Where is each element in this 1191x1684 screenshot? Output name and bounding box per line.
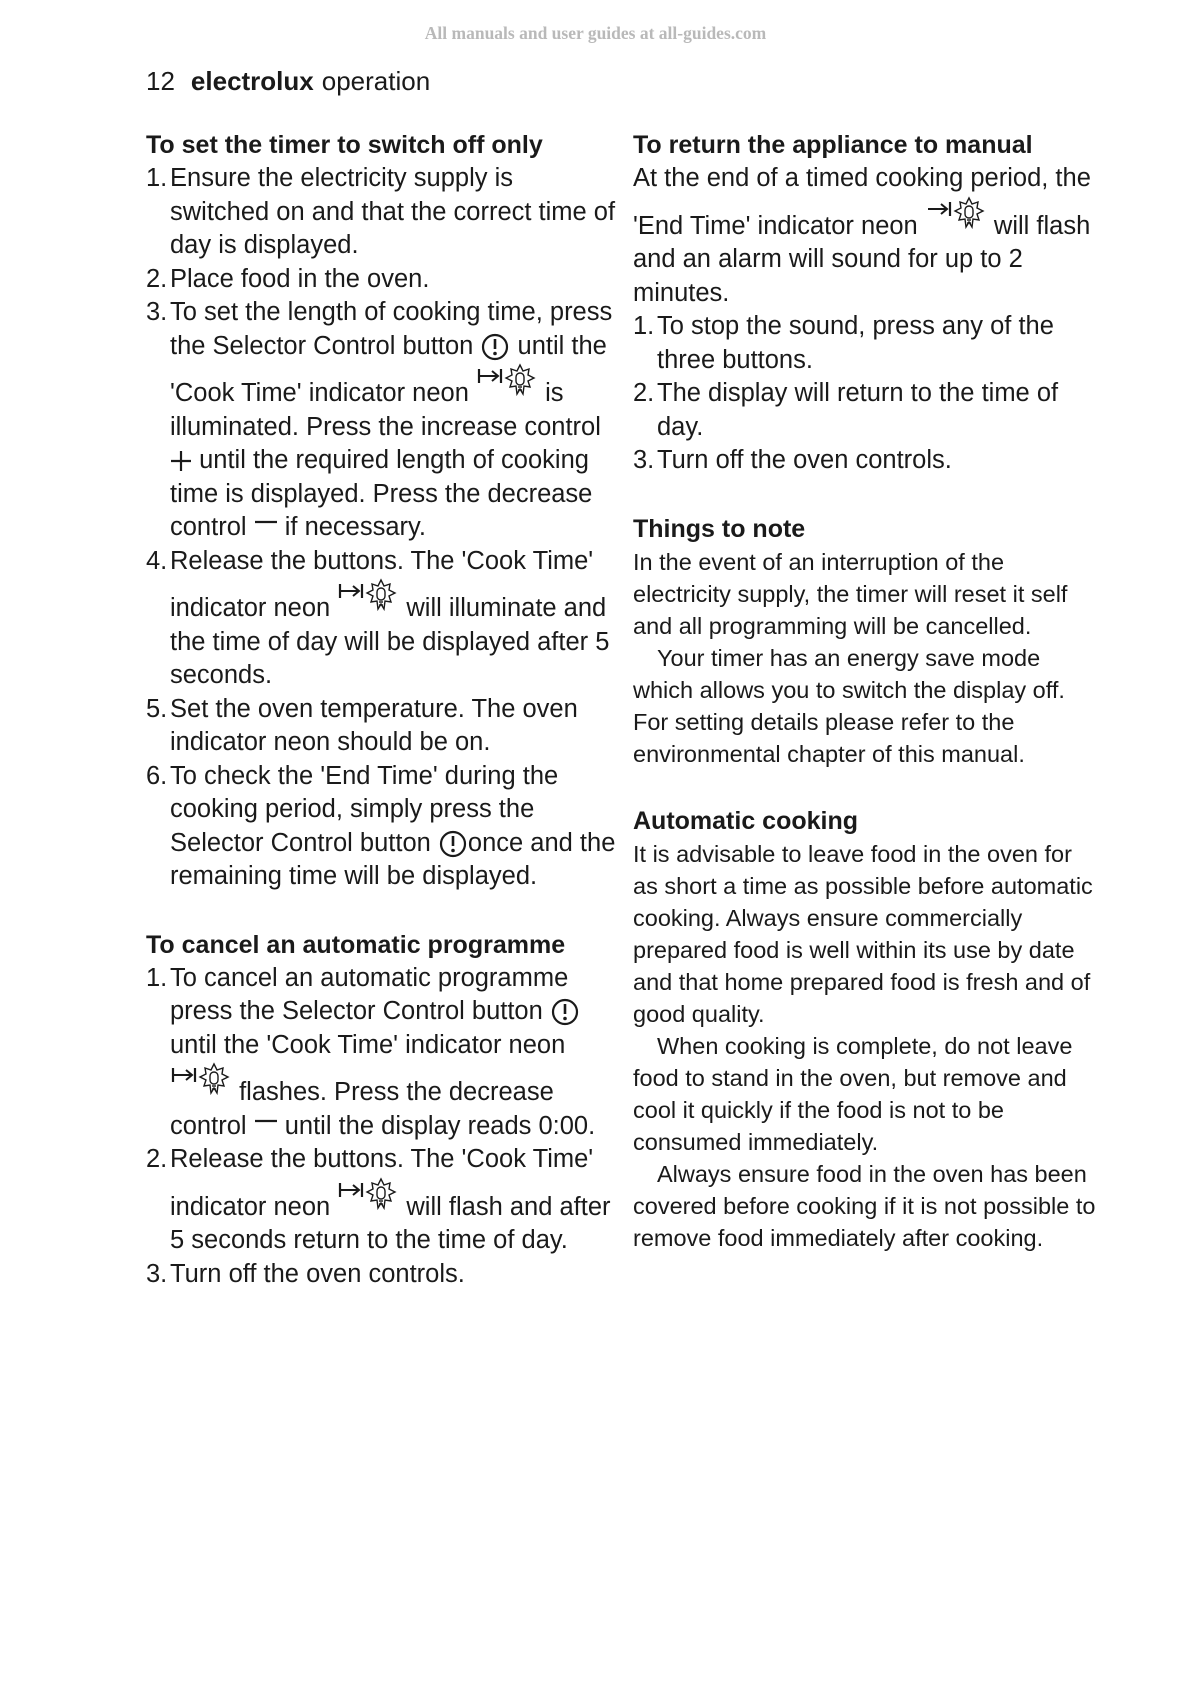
left-column [146,128,618,1291]
cancel-steps [146,962,618,1292]
heading-switch-off: To set the timer to switch off only [146,131,543,159]
heading-things-to-note: Things to note [633,514,806,543]
list-item: 4. Release the buttons. The 'Cook Time' indicator neon will illuminate and the time of day will be displayed after 5 seconds. [146,546,610,689]
cook-time-neon-icon [337,578,399,618]
cook-time-neon-icon [337,1177,399,1217]
list-item: 2. Place food in the oven. [146,264,430,293]
page-header [146,66,430,97]
manual-intro: At the end of a timed cooking period, the 'End Time' indicator neon will flash and an alarm will sound for up to 2 minutes. [633,164,1091,307]
cook-time-neon-icon [476,363,538,403]
notes-paragraph: In the event of an interruption of the electricity supply, the timer will reset it self and all programming will be cancelled. [633,548,1068,639]
list-item: 3. Turn off the oven controls. [146,1259,465,1288]
watermark: All manuals and user guides at all-guides.com [424,23,767,43]
auto-paragraph: Always ensure food in the oven has been covered before cooking if it is not possible to remove food immediately after cooking. [633,1160,1096,1251]
list-item: 1. To cancel an automatic programme press the Selector Control button until the 'Cook Time' indicator neon flashes. Press the decrease control until the display reads 0:00. [146,963,596,1140]
list-item: 2. The display will return to the time of day. [633,379,1059,441]
list-item: 2. Release the buttons. The 'Cook Time' indicator neon will flash and after 5 seconds return to the time of day. [146,1145,611,1254]
auto-paragraph: When cooking is complete, do not leave food to stand in the oven, but remove and cool it quickly if the food is not to be consumed immediately. [633,1032,1073,1155]
auto-paragraph: It is advisable to leave food in the oven for as short a time as possible before automatic cooking. Always ensure commercially prepared food is well within its use by date and that home prepared food is fresh and of good quality. [633,840,1093,1027]
page-number: 12 [146,66,175,96]
selector-control-icon [438,829,468,859]
brand-name: electrolux [190,66,314,96]
end-time-neon-icon [925,196,987,236]
selector-control-icon [550,997,580,1027]
list-item: 5. Set the oven temperature. The oven indicator neon should be on. [146,694,578,756]
list-item: 1. To stop the sound, press any of the three buttons. [633,312,1054,374]
manual-steps [633,310,1103,478]
list-item: 6. To check the 'End Time' during the cooking period, simply press the Selector Control button once and the remaining time will be displayed. [146,761,616,890]
decrease-control-icon [254,1117,278,1137]
notes-paragraph: Your timer has an energy save mode which allows you to switch the display off. For setting details please refer to the environmental chapter of this manual. [633,644,1065,767]
heading-return-manual: To return the appliance to manual [633,131,1033,159]
heading-cancel: To cancel an automatic programme [146,930,566,959]
cook-time-neon-icon [170,1062,232,1102]
list-item: 3. To set the length of cooking time, press the Selector Control button until the 'Cook Time' indicator neon is illuminated. Press the increase control until the required length of cooking time is displayed. Press the decrease control if necessary. [146,298,613,541]
list-item: 3. Turn off the oven controls. [633,446,952,474]
list-item: 1. Ensure the electricity supply is switched on and that the correct time of day is displayed. [146,164,616,259]
right-column [633,128,1103,1254]
selector-control-icon [480,332,510,362]
heading-automatic-cooking: Automatic cooking [633,806,859,835]
section-name: operation [321,66,431,96]
increase-control-icon [170,450,192,472]
decrease-control-icon [254,518,278,538]
switch-off-steps [146,162,618,894]
